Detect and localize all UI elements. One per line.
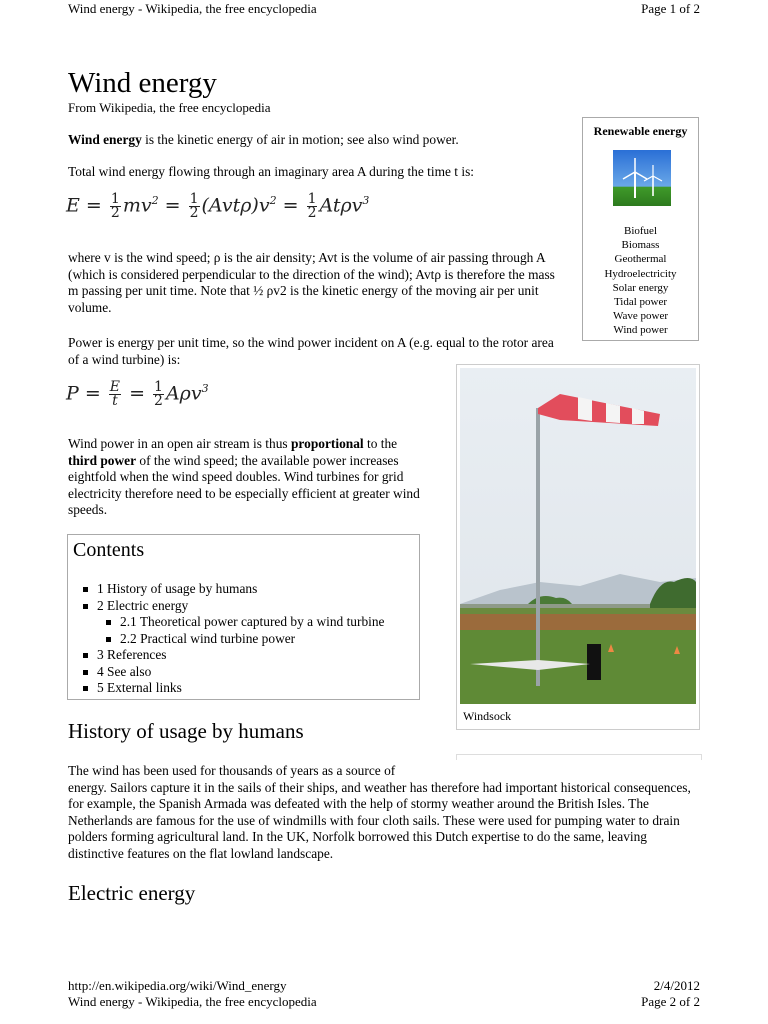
sidebar-item-geothermal[interactable]: Geothermal (614, 253, 667, 266)
toc-item-theoretical-power[interactable]: 2.1 Theoretical power captured by a wind turbine (80, 614, 385, 631)
proportional-paragraph (68, 436, 424, 519)
formula1-eq3: = (276, 194, 305, 217)
proportional-text-3: of the wind speed; the available power increases eightfold when the wind speed doubles. Wind turbines for grid electricity therefore need to be especially efficient at greater wind speeds. (68, 452, 420, 517)
power-formula (66, 381, 209, 408)
toc-list (80, 581, 385, 697)
header-title: Wind energy - Wikipedia, the free encyclopedia (68, 1, 317, 16)
toc-item-practical-power[interactable]: 2.2 Practical wind turbine power (80, 631, 385, 648)
sidebar-item-tidal-power[interactable]: Tidal power (613, 296, 668, 309)
formula1-term2: (Avtρ)v (201, 194, 270, 217)
toc-item-history[interactable]: 1 History of usage by humans (80, 581, 385, 598)
sidebox-title: Renewable energy (593, 124, 688, 138)
sidebar-item-hydroelectricity[interactable]: Hydroelectricity (604, 267, 677, 280)
sidebar-item-solar-energy[interactable]: Solar energy (612, 281, 669, 294)
footer-title: Wind energy - Wikipedia, the free encyclopedia (68, 994, 317, 1009)
footer-page-number: Page 2 of 2 (641, 994, 700, 1009)
intro-bold-term: Wind energy (68, 132, 142, 147)
formula1-term3: Atρv (319, 194, 363, 217)
proportional-text-2: to the (363, 436, 398, 451)
header-page-number: Page 1 of 2 (641, 1, 700, 16)
formula2-eq: = (123, 382, 152, 405)
sidebar-item-biomass[interactable]: Biomass (621, 239, 660, 252)
proportional-bold-2: third power (68, 452, 137, 468)
toc-item-see-also[interactable]: 4 See also (80, 664, 385, 681)
formula2-cube: 3 (201, 382, 209, 396)
toc-item-electric-energy[interactable]: 2 Electric energy (80, 598, 385, 615)
table-of-contents (67, 534, 420, 700)
formula1-lhs: E = (66, 194, 102, 217)
formula2-term: Aρv (165, 382, 202, 405)
footer-date: 2/4/2012 (653, 978, 700, 993)
next-figure-edge (456, 754, 702, 760)
windsock-photo (460, 368, 696, 704)
wind-turbine-icon (613, 150, 671, 206)
toc-item-references[interactable]: 3 References (80, 647, 385, 664)
toc-title: Contents (73, 539, 145, 561)
formula2-half: $\frac{1}{2}$ (154, 379, 163, 409)
formula1-sq-a: 2 (151, 194, 159, 208)
intro-rest: is the kinetic energy of air in motion; see also wind power. (141, 132, 459, 147)
renewable-energy-sidebox (582, 117, 699, 341)
formula1-sq-b: 2 (269, 194, 277, 208)
kinetic-energy-formula (66, 193, 369, 220)
toc-item-external-links[interactable]: 5 External links (80, 680, 385, 697)
proportional-text-1: Wind power in an open air stream is thus (68, 436, 291, 451)
formula1-half-c: $\frac{1}{2}$ (307, 191, 317, 221)
page-subtitle: From Wikipedia, the free encyclopedia (68, 100, 271, 115)
total-energy-paragraph: Total wind energy flowing through an imaginary area A during the time t is: (68, 164, 475, 179)
formula1-half-b: $\frac{1}{2}$ (189, 191, 199, 221)
intro-paragraph (68, 132, 568, 149)
formula1-eq2: = (158, 194, 187, 217)
formula1-term1: mv (122, 194, 152, 217)
sidebar-item-biofuel[interactable]: Biofuel (624, 225, 657, 237)
sidebar-item-wind-power[interactable]: Wind power (613, 324, 668, 337)
formula2-lhs: P = (66, 382, 101, 405)
sidebar-item-wave-power[interactable]: Wave power (612, 310, 668, 323)
power-paragraph: Power is energy per unit time, so the wind power incident on A (e.g. equal to the rotor area of a wind turbine) is: (68, 335, 554, 367)
image-caption: Windsock (463, 709, 512, 723)
formula2-e-over-t: $\frac{E}{t}$ (109, 379, 121, 409)
history-text: The wind has been used for thousands of years as a source of energy. Sailors capture it in the sails of their ships, and weather has therefore had important historical consequences, for example, the Spanish Armada was defeated with the help of stormy weather around the British Isles. The Netherlands are famous for the use of windmills with four cloth sails. These were used for pumping water to drain polders forming agricultural land. In the UK, Norfolk borrowed this Dutch expertise to do the same, leaving distinctive features on the flat lowland landscape. (68, 763, 691, 861)
history-paragraph (68, 763, 700, 862)
where-paragraph: where v is the wind speed; ρ is the air density; Avt is the volume of air passing through A (which is considered perpendicular to the direction of the wind); Avtρ is therefore the mass m passing per unit time. Note that ½ ρv2 is the kinetic energy of the moving air per unit volume. (68, 250, 555, 315)
formula1-cube: 3 (362, 194, 370, 208)
electric-energy-heading: Electric energy (68, 881, 196, 905)
history-heading: History of usage by humans (68, 719, 304, 743)
page-title: Wind energy (68, 67, 217, 99)
renewable-energy-list (583, 224, 698, 338)
footer-url[interactable]: http://en.wikipedia.org/wiki/Wind_energy (68, 978, 287, 993)
proportional-bold-1: proportional (290, 436, 364, 451)
formula1-half-a: $\frac{1}{2}$ (110, 191, 120, 221)
windsock-figure (456, 364, 700, 730)
